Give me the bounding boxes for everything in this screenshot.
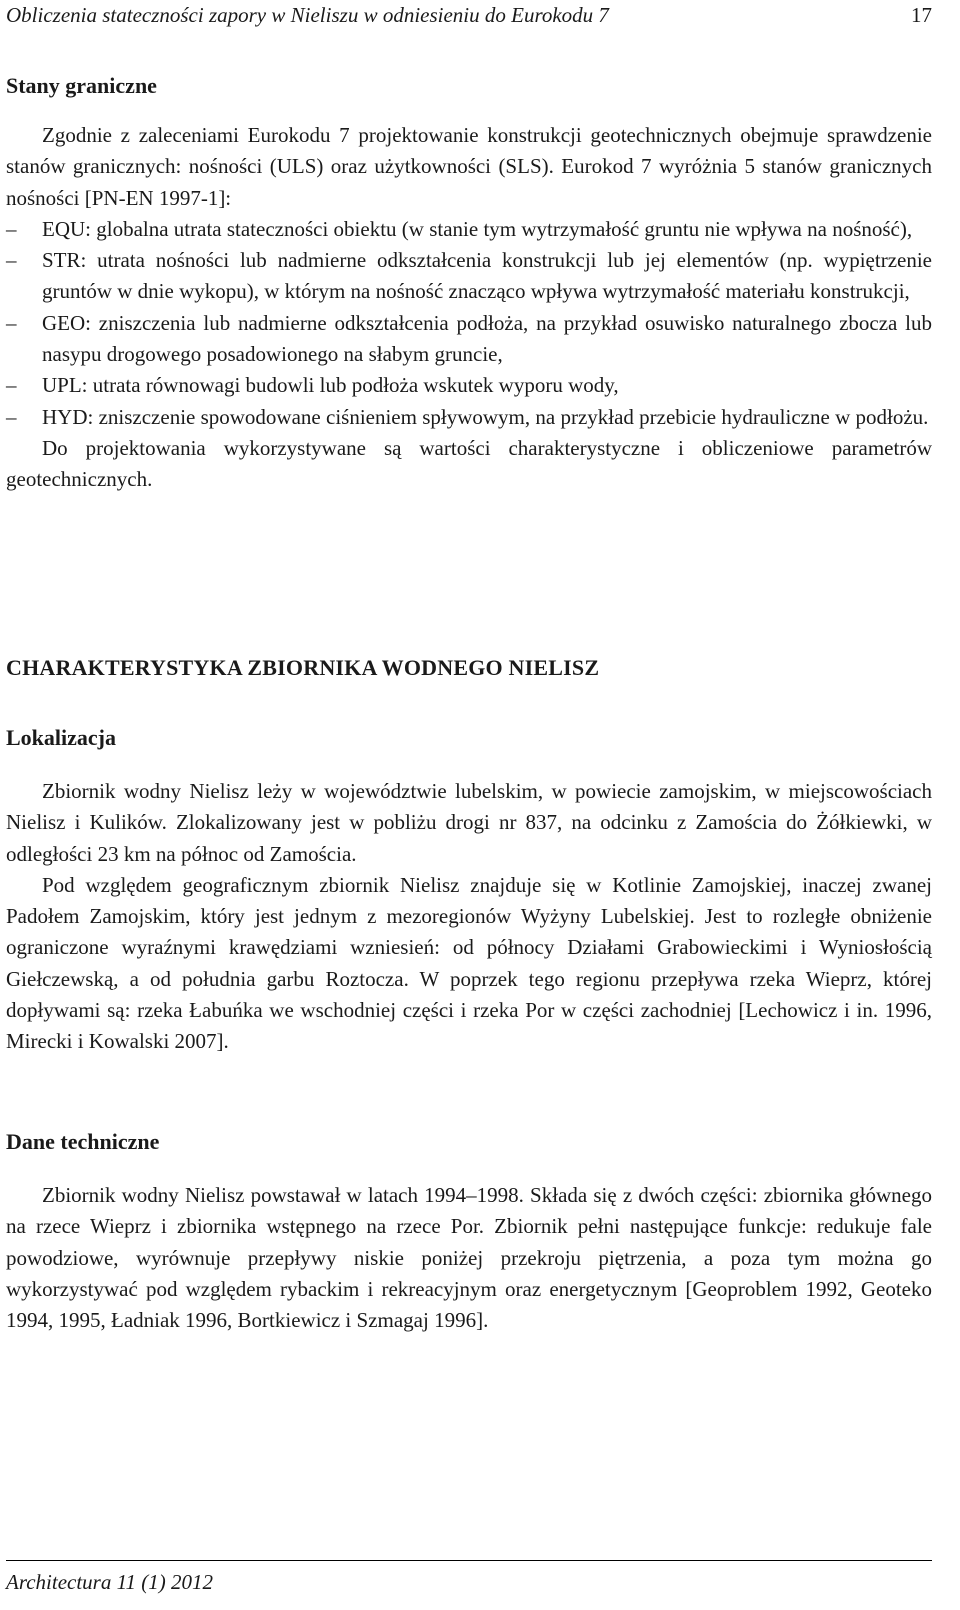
heading-limit-states: Stany graniczne [6,73,157,98]
list-item-text: UPL: utrata równowagi budowli lub podłoża wskutek wyporu wody, [42,373,619,398]
dash-bullet: – [6,216,17,241]
list-item-text: STR: utrata nośności lub nadmierne odkształcenia konstrukcji lub jej elementów (np. wypiętrzenie gruntów w dnie wykopu), w którym na nośność znacząco wpływa wytrzymałość materiału konstrukcji, [42,248,932,304]
footer-journal: Architectura 11 (1) 2012 [6,1570,214,1594]
technical-paragraph-1: Zbiornik wodny Nielisz powstawał w latach 1994–1998. Składa się z dwóch części: zbiornika głównego na rzece Wieprz i zbiornika wstępnego na rzece Por. Zbiornik pełni następujące funkcje: redukuje fale powodziowe, wyrównuje przepływy niskie poniżej przekroju piętrzenia, a poza tym można go wykorzystywać pod względem rybackim i rekreacyjnym oraz energetycznym [Geoproblem 1992, Geoteko 1994, 1995, Ładniak 1996, Bortkiewicz i Szmagaj 1996]. [6,1183,932,1333]
limit-states-list [6,214,932,433]
heading-technical-data: Dane techniczne [6,1129,160,1154]
heading-location: Lokalizacja [6,725,116,750]
list-item [6,402,932,433]
location-paragraph-2: Pod względem geograficznym zbiornik Nielisz znajduje się w Kotlinie Zamojskiej, inaczej zwanej Padołem Zamojskim, który jest jednym z mezoregionów Wyżyny Lubelskiej. Jest to rozległe obniżenie ograniczone wyraźnymi krawędziami wzniesień: od północy Działami Grabowieckimi i Wyniosłością Giełczewską, a od południa garbu Roztocza. W poprzek tego regionu przepływa rzeka Wieprz, której dopływami są: rzeka Łabuńka we wschodniej części i rzeka Por w części zachodniej [Lechowicz i in. 1996, Mirecki i Kowalski 2007]. [6,872,932,1054]
location-paragraph-1: Zbiornik wodny Nielisz leży w województwie lubelskim, w powiecie zamojskim, w miejscowościach Nielisz i Kulików. Zlokalizowany jest w pobliżu drogi nr 837, na odcinku z Zamościa do Żółkiewki, w odległości 23 km na północ od Zamościa. [6,779,932,866]
list-item [6,370,932,401]
page-number: 17 [911,3,932,27]
dash-bullet: – [6,310,17,335]
running-head-title: Obliczenia stateczności zapory w Nieliszu w odniesieniu do Eurokodu 7 [6,3,609,27]
list-item [6,245,932,308]
dash-bullet: – [6,248,17,273]
list-item [6,214,932,245]
running-head [6,0,932,30]
list-item-text: GEO: zniszczenia lub nadmierne odkształcenia podłoża, na przykład osuwisko naturalnego zbocza lub nasypu drogowego posadowionego na słabym gruncie, [42,310,932,367]
list-item-text: HYD: zniszczenie spowodowane ciśnieniem spływowym, na przykład przebicie hydrauliczne w podłożu. [42,404,929,429]
dash-bullet: – [6,404,17,429]
limit-states-closing: Do projektowania wykorzystywane są wartości charakterystyczne i obliczeniowe parametrów geotechnicznych. [6,435,932,492]
limit-states-body [6,120,932,496]
location-body [6,776,932,1058]
dash-bullet: – [6,373,17,398]
heading-reservoir: CHARAKTERYSTYKA ZBIORNIKA WODNEGO NIELISZ [6,655,600,680]
list-item [6,308,932,371]
limit-states-intro: Zgodnie z zaleceniami Eurokodu 7 projektowanie konstrukcji geotechnicznych obejmuje sprawdzenie stanów granicznych: nośności (ULS) oraz użytkowności (SLS). Eurokod 7 wyróżnia 5 stanów granicznych nośności [PN-EN 1997-1]: [6,123,932,210]
list-item-text: EQU: globalna utrata stateczności obiektu (w stanie tym wytrzymałość gruntu nie wpływa na nośność), [42,216,913,241]
footer-rule [6,1560,932,1561]
technical-body [6,1180,932,1336]
